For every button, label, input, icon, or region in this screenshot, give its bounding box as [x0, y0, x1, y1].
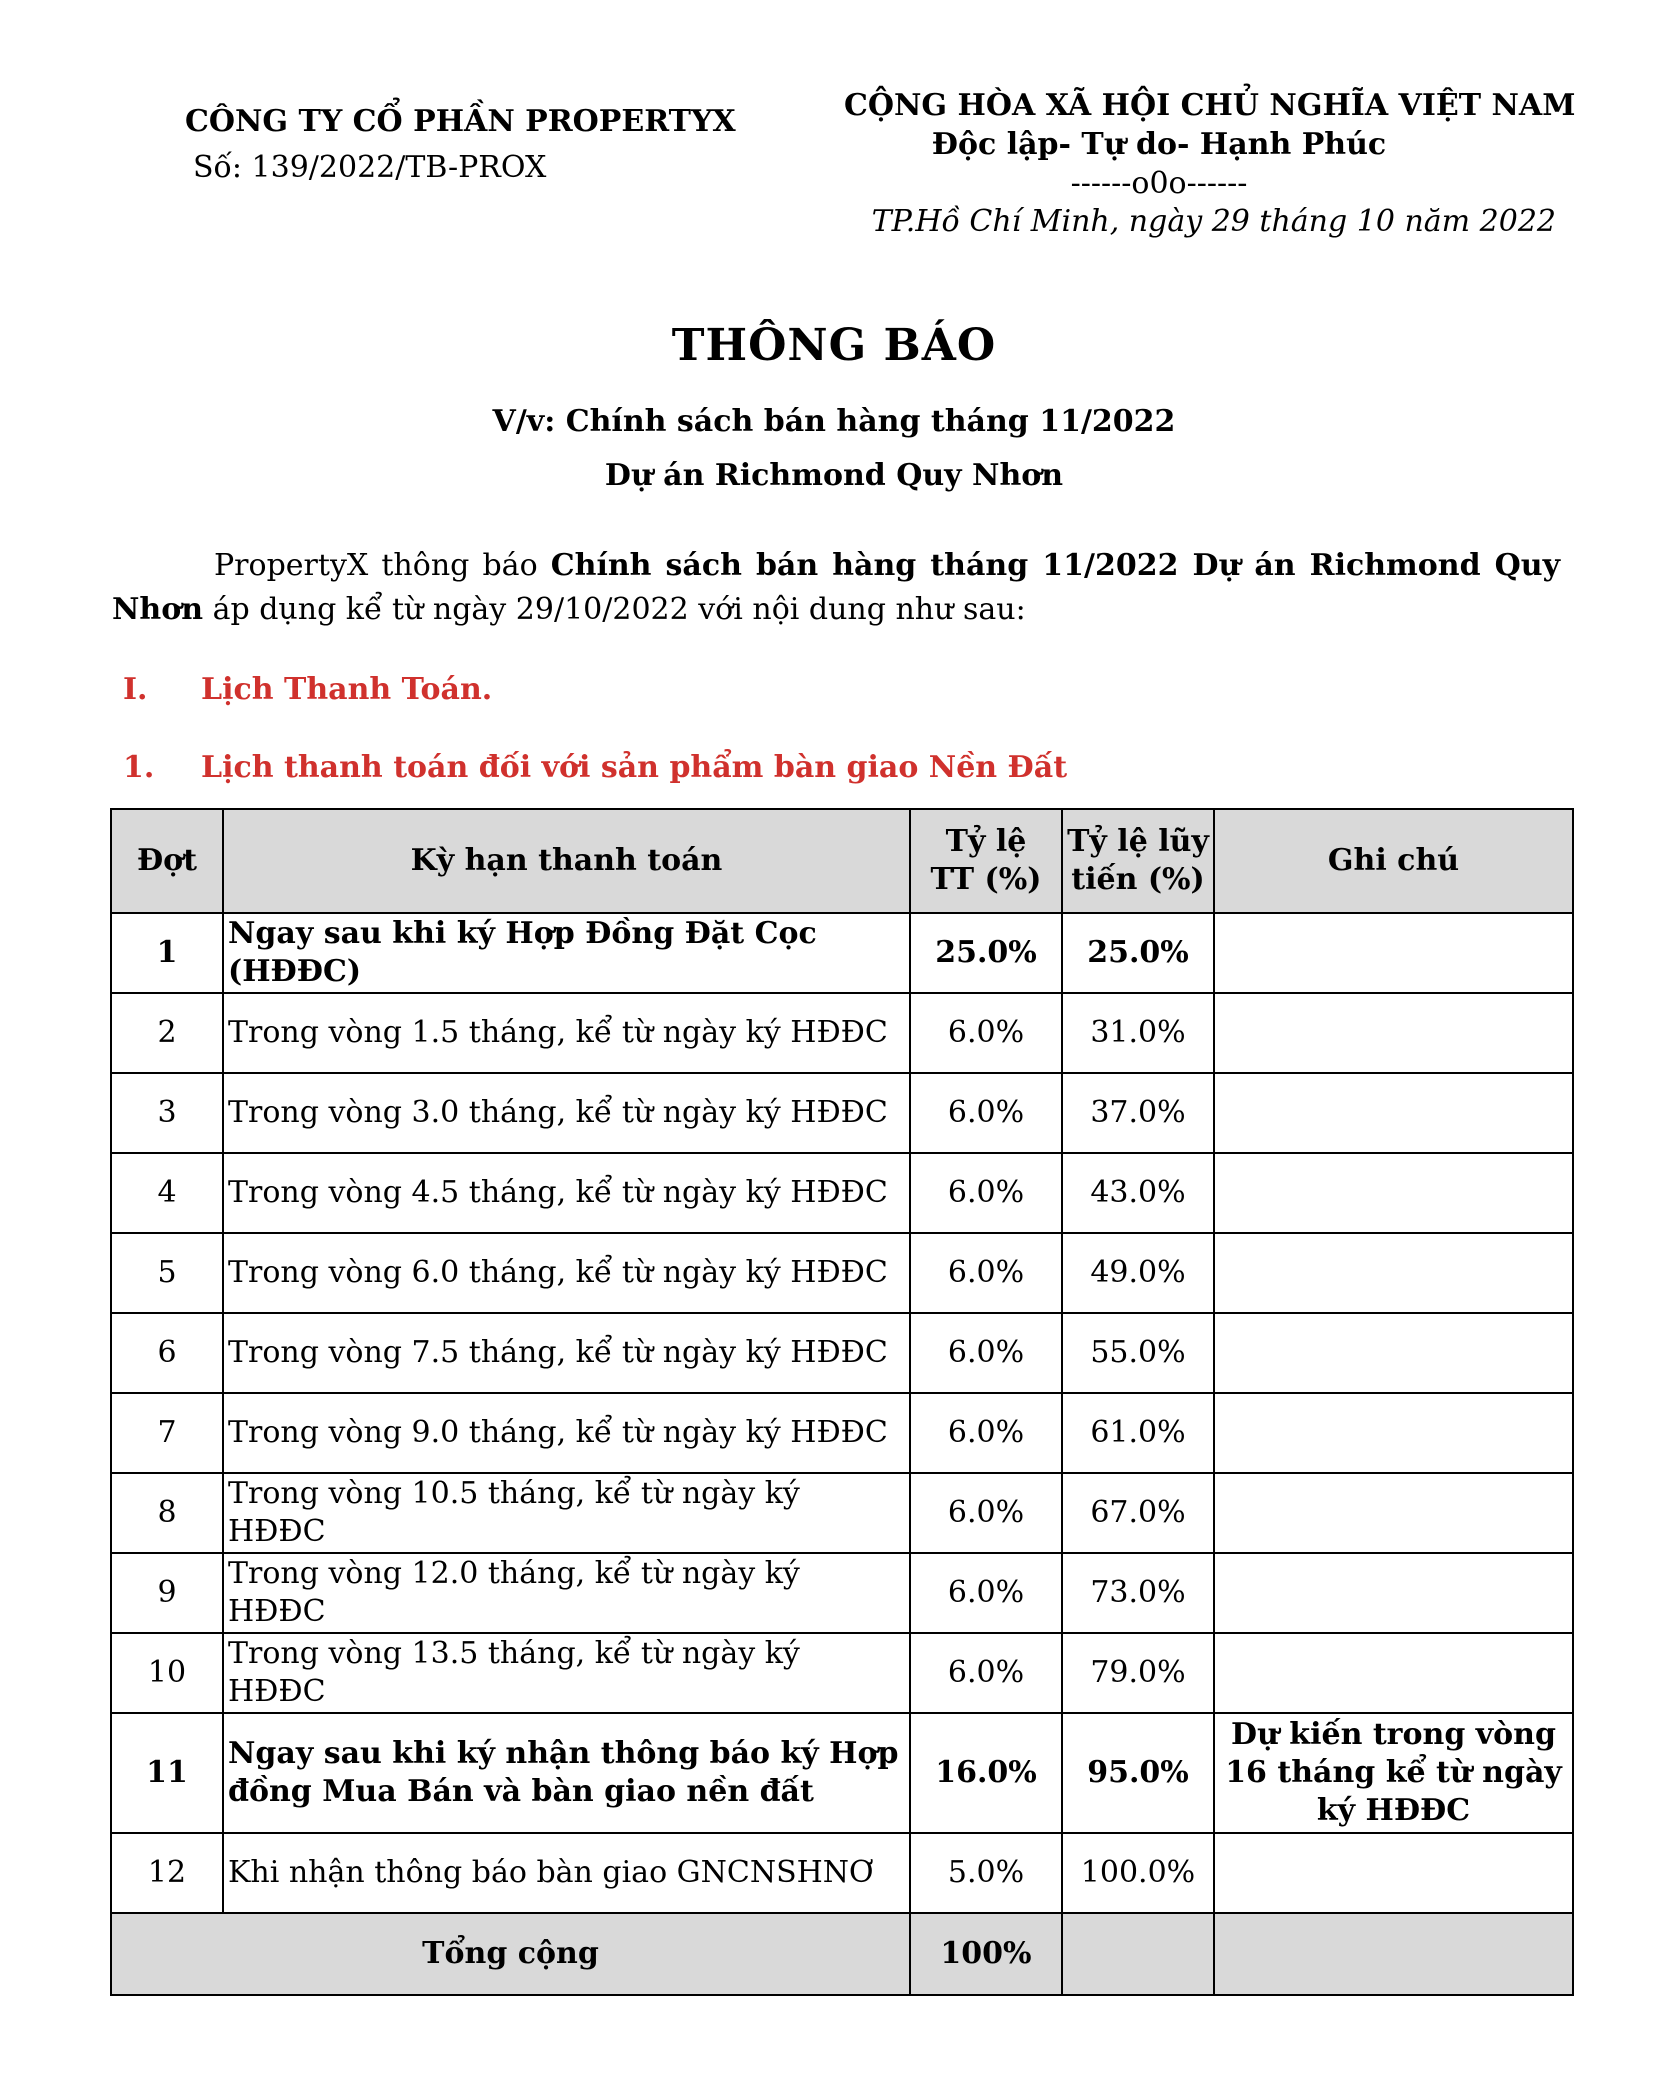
header-dot: Đợt	[111, 809, 223, 913]
cell-cumulative: 25.0%	[1062, 913, 1214, 993]
cell-cumulative: 95.0%	[1062, 1713, 1214, 1833]
header-cumulative	[1062, 809, 1214, 913]
intro-bold: Chính sách bán hàng tháng 11/2022 Dự án Richmond Quy Nhơn	[112, 548, 1560, 627]
table-row	[111, 1633, 1573, 1713]
table-row	[111, 1833, 1573, 1913]
table-row	[111, 1393, 1573, 1473]
document-title: THÔNG BÁO	[671, 320, 997, 371]
cell-rate: 25.0%	[910, 913, 1062, 993]
cell-term: Trong vòng 12.0 tháng, kể từ ngày ký HĐĐC	[223, 1553, 910, 1633]
cell-note	[1214, 1833, 1573, 1913]
cell-rate: 6.0%	[910, 1473, 1062, 1553]
table-row	[111, 1153, 1573, 1233]
cell-note	[1214, 1073, 1573, 1153]
cell-cumulative: 73.0%	[1062, 1553, 1214, 1633]
cell-rate: 6.0%	[910, 1073, 1062, 1153]
intro-paragraph	[112, 544, 1560, 632]
cell-dot: 5	[111, 1233, 223, 1313]
cell-dot: 2	[111, 993, 223, 1073]
document-number: Số: 139/2022/TB-PROX	[193, 150, 547, 185]
cell-rate: 6.0%	[910, 1233, 1062, 1313]
cell-term: Ngay sau khi ký nhận thông báo ký Hợp đồng Mua Bán và bàn giao nền đất	[223, 1713, 910, 1833]
nation-motto: Độc lập- Tự do- Hạnh Phúc	[931, 127, 1387, 162]
table-header-row	[111, 809, 1573, 913]
cell-rate: 6.0%	[910, 1553, 1062, 1633]
cell-note	[1214, 1553, 1573, 1633]
cell-cumulative: 43.0%	[1062, 1153, 1214, 1233]
cell-term: Khi nhận thông báo bàn giao GNCNSHNƠ	[223, 1833, 910, 1913]
cell-term: Trong vòng 10.5 tháng, kể từ ngày ký HĐĐC	[223, 1473, 910, 1553]
cell-note	[1214, 1393, 1573, 1473]
nation-heading: CỘNG HÒA XÃ HỘI CHỦ NGHĨA VIỆT NAM	[844, 88, 1576, 123]
table-row	[111, 1553, 1573, 1633]
cell-note	[1214, 1633, 1573, 1713]
cell-cumulative: 67.0%	[1062, 1473, 1214, 1553]
intro-lead: PropertyX thông báo	[214, 548, 551, 583]
section-label: Lịch Thanh Toán.	[201, 672, 493, 707]
cell-term: Trong vòng 4.5 tháng, kể từ ngày ký HĐĐC	[223, 1153, 910, 1233]
table-row	[111, 1233, 1573, 1313]
cell-term: Trong vòng 9.0 tháng, kể từ ngày ký HĐĐC	[223, 1393, 910, 1473]
header-term: Kỳ hạn thanh toán	[223, 809, 910, 913]
total-cumulative-empty	[1062, 1913, 1214, 1995]
cell-dot: 7	[111, 1393, 223, 1473]
table-row	[111, 1313, 1573, 1393]
cell-term: Ngay sau khi ký Hợp Đồng Đặt Cọc (HĐĐC)	[223, 913, 910, 993]
cell-note	[1214, 913, 1573, 993]
document-date: TP.Hồ Chí Minh, ngày 29 tháng 10 năm 2022	[871, 204, 1556, 239]
cell-cumulative: 49.0%	[1062, 1233, 1214, 1313]
document-subject: V/v: Chính sách bán hàng tháng 11/2022	[492, 404, 1176, 439]
cell-rate: 6.0%	[910, 1313, 1062, 1393]
cell-note	[1214, 1153, 1573, 1233]
cell-cumulative: 55.0%	[1062, 1313, 1214, 1393]
cell-dot: 3	[111, 1073, 223, 1153]
company-name: CÔNG TY CỔ PHẦN PROPERTYX	[185, 104, 736, 139]
cell-dot: 4	[111, 1153, 223, 1233]
header-rate-line1: Tỷ lệ	[945, 824, 1027, 859]
cell-rate: 6.0%	[910, 1393, 1062, 1473]
project-name: Dự án Richmond Quy Nhơn	[604, 458, 1064, 493]
payment-schedule-table	[110, 808, 1574, 1996]
cell-dot: 1	[111, 913, 223, 993]
cell-dot: 8	[111, 1473, 223, 1553]
cell-rate: 6.0%	[910, 1153, 1062, 1233]
header-cumulative-line2: tiến (%)	[1071, 862, 1205, 897]
cell-cumulative: 37.0%	[1062, 1073, 1214, 1153]
cell-rate: 16.0%	[910, 1713, 1062, 1833]
table-total-row	[111, 1913, 1573, 1995]
cell-note	[1214, 993, 1573, 1073]
cell-term: Trong vòng 6.0 tháng, kể từ ngày ký HĐĐC	[223, 1233, 910, 1313]
cell-cumulative: 100.0%	[1062, 1833, 1214, 1913]
subsection-number: 1.	[123, 750, 155, 785]
table-row	[111, 1073, 1573, 1153]
cell-term: Trong vòng 1.5 tháng, kể từ ngày ký HĐĐC	[223, 993, 910, 1073]
total-rate: 100%	[910, 1913, 1062, 1995]
cell-note: Dự kiến trong vòng 16 tháng kể từ ngày ký HĐĐC	[1214, 1713, 1573, 1833]
table-row	[111, 1713, 1573, 1833]
cell-cumulative: 79.0%	[1062, 1633, 1214, 1713]
total-note-empty	[1214, 1913, 1573, 1995]
subsection-label: Lịch thanh toán đối với sản phẩm bàn giao Nền Đất	[201, 750, 1068, 785]
cell-rate: 6.0%	[910, 993, 1062, 1073]
intro-tail: áp dụng kể từ ngày 29/10/2022 với nội dung như sau:	[203, 592, 1026, 627]
cell-term: Trong vòng 7.5 tháng, kể từ ngày ký HĐĐC	[223, 1313, 910, 1393]
table-row	[111, 1473, 1573, 1553]
total-label: Tổng cộng	[111, 1913, 910, 1995]
cell-term: Trong vòng 13.5 tháng, kể từ ngày ký HĐĐC	[223, 1633, 910, 1713]
table-row	[111, 993, 1573, 1073]
table-row	[111, 913, 1573, 993]
header-rate	[910, 809, 1062, 913]
header-note: Ghi chú	[1214, 809, 1573, 913]
section-number: I.	[123, 672, 148, 707]
cell-cumulative: 61.0%	[1062, 1393, 1214, 1473]
cell-dot: 9	[111, 1553, 223, 1633]
header-cumulative-line1: Tỷ lệ lũy	[1067, 824, 1209, 859]
cell-rate: 5.0%	[910, 1833, 1062, 1913]
cell-term: Trong vòng 3.0 tháng, kể từ ngày ký HĐĐC	[223, 1073, 910, 1153]
section-heading-payment-schedule	[123, 672, 492, 707]
cell-rate: 6.0%	[910, 1633, 1062, 1713]
cell-dot: 11	[111, 1713, 223, 1833]
cell-note	[1214, 1233, 1573, 1313]
cell-dot: 10	[111, 1633, 223, 1713]
header-rate-line2: TT (%)	[930, 862, 1042, 897]
cell-dot: 12	[111, 1833, 223, 1913]
cell-note	[1214, 1313, 1573, 1393]
header-separator: ------o0o------	[1070, 166, 1248, 201]
cell-cumulative: 31.0%	[1062, 993, 1214, 1073]
subsection-heading-land-handover	[123, 750, 1067, 785]
cell-note	[1214, 1473, 1573, 1553]
cell-dot: 6	[111, 1313, 223, 1393]
